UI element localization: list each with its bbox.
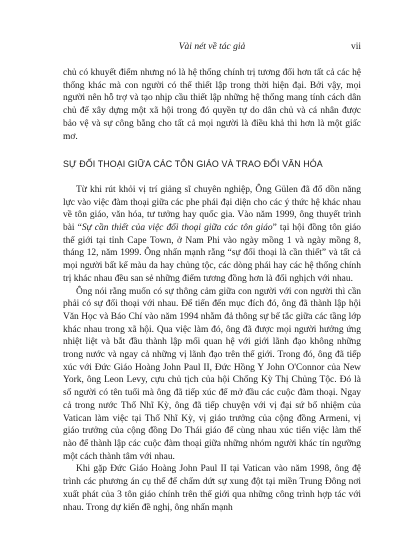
body-text — [63, 67, 361, 514]
running-header — [63, 40, 361, 54]
paragraph-2-text-end: ” tại hội đồng tôn giáo thế giới tại tỉnh Cape Town, ở Nam Phi vào ngày mồng 1 và ngày mồng 8, tháng 12, năm 1999. Ông nhấn mạnh rằng “sự đối thoại là cần thiết” và tất cả mọi người bất kể màu da hay chủng tộc, các dòng phái hay các hệ thống chính trị khác nhau đều san sẻ những điểm tương đồng hơn là đối nghịch với nhau. — [63, 223, 361, 284]
paragraph-2-text-start: Từ khi rút khỏi vị trí giảng sĩ chuyên nghiệp, Ông Gülen đã đổ dồn năng lực vào việc đàm thoại giữa các phe phái đại diện cho các ý thức hệ khác nhau về tôn giáo, văn hóa, tư tưởng hay quốc gia. Vào năm 1999, ông thuyết trình bài “ — [63, 184, 361, 234]
lecture-title: Sự cần thiết của việc đối thoại giữa các tôn giáo — [81, 223, 273, 234]
paragraph-4: Khi gặp Đức Giáo Hoàng John Paul II tại Vatican vào năm 1998, ông đệ trình các phương án cụ thể để chấm dứt sự xung đột tại miền Trung Đông nơi xuất phát của 3 tôn giáo chính trên thế giới qua những công trình hợp tác với nhau. Trong dự kiến đề nghị, ông nhấn mạnh — [63, 464, 361, 513]
paragraph-2 — [63, 184, 361, 286]
page-number: vii — [350, 42, 361, 52]
section-heading: SỰ ĐỐI THOẠI GIỮA CÁC TÔN GIÁO VÀ TRAO ĐỔI VĂN HÓA — [63, 159, 323, 170]
paragraph-3: Ông nói rằng muốn có sự thông cảm giữa con người với con người thì cần phải có sự đối thoại với nhau. Để tiến đến mục đích đó, ông đã thành lập hội Văn Học và Báo Chí vào năm 1994 nhằm đả thông sự bế tắc giữa các tầng lớp khác nhau trong xã hội. Qua việc làm đó, ông đã được mọi người hưởng ứng nhiệt liệt và bắt đầu thành lập mối quan hệ với giới lãnh đạo không những trong nước và ngay cả những vị lãnh đạo trên thế giới. Trong đó, ông đã tiếp xúc với Đức Giáo Hoàng John Paul II, Đức Hồng Y John O'Connor của New York, ông Leon Levy, cựu chủ tịch của hội Chống Kỳ Thị Chủng Tộc. Đó là số người có tên tuổi mà ông đã tiếp xúc để mở đầu các cuộc đàm thoại. Ngay cả trong nước Thổ Nhĩ Kỳ, ông đã tiếp chuyện với vị đại sứ bổ nhiệm của Vatican làm việc tại Thổ Nhĩ Kỳ, vị giáo trưởng của cộng đồng Armeni, vị giáo trưởng của cộng đồng Do Thái giáo để cùng nhau xúc tiến việc làm thế nào để thành lập các cuộc đàm thoại giữa những nhóm người khác tín ngưỡng một cách thành tâm với nhau. — [63, 286, 361, 462]
paragraph-1: chủ có khuyết điểm nhưng nó là hệ thống chính trị tương đối hơn tất cả các hệ thống khác mà con người có thể thiết lập trong thời hiện đại. Bởi vậy, mọi người nên hỗ trợ và tạo nhịp cầu thiết lập những hệ thống mang tính cách dân chủ để xây dựng một xã hội trong đó quyền tự do dân chủ và cá nhân được bảo vệ và sự công bằng cho tất cả mọi người là điều khả thi hơn là một giấc mơ. — [63, 68, 361, 142]
running-title: Vài nét về tác giả — [178, 42, 246, 52]
